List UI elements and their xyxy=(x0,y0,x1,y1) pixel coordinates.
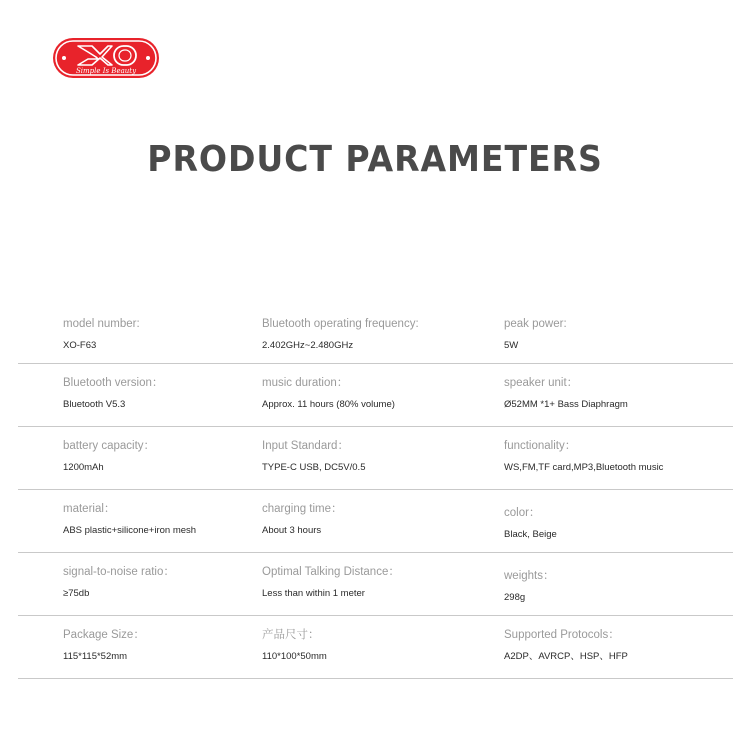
parameter-value: ABS plastic+silicone+iron mesh xyxy=(63,525,197,536)
parameter-cell xyxy=(262,306,419,352)
parameter-row xyxy=(18,490,733,553)
svg-text:Simple Is Beauty: Simple Is Beauty xyxy=(75,67,137,75)
parameter-row xyxy=(18,306,733,364)
parameter-value: WS,FM,TF card,MP3,Bluetooth music xyxy=(504,462,664,473)
parameter-value: Bluetooth V5.3 xyxy=(63,399,126,410)
parameter-value: 2.402GHz~2.480GHz xyxy=(262,340,354,351)
parameter-cell xyxy=(63,553,175,600)
parameter-cell xyxy=(63,490,196,537)
parameter-value: Approx. 11 hours (80% volume) xyxy=(262,399,395,410)
parameter-value: Ø52MM *1+ Bass Diaphragm xyxy=(504,399,628,410)
parameter-value: Less than within 1 meter xyxy=(262,588,365,599)
parameter-value: Black, Beige xyxy=(504,529,557,540)
parameter-label: Bluetooth version： xyxy=(63,377,164,389)
parameter-row xyxy=(18,553,733,616)
parameter-label: color： xyxy=(504,507,541,519)
parameter-value: XO-F63 xyxy=(63,340,97,351)
parameter-cell xyxy=(504,553,555,604)
parameter-value: A2DP、AVRCP、HSP、HFP xyxy=(504,651,628,662)
parameter-cell xyxy=(504,306,567,352)
parameter-label: 产品尺寸： xyxy=(262,629,320,641)
parameter-value: ≥75db xyxy=(63,588,90,599)
parameter-value: About 3 hours xyxy=(262,525,322,536)
parameter-value: TYPE-C USB, DC5V/0.5 xyxy=(262,462,366,473)
parameter-label: functionality： xyxy=(504,440,577,452)
parameter-cell xyxy=(262,616,327,663)
parameter-row xyxy=(18,616,733,679)
parameter-cell xyxy=(504,364,628,411)
parameter-row xyxy=(18,427,733,490)
parameter-cell xyxy=(262,553,400,600)
parameter-cell xyxy=(262,364,395,411)
parameter-label: Package Size： xyxy=(63,629,145,641)
parameter-value: 1200mAh xyxy=(63,462,104,473)
parameter-cell xyxy=(63,306,140,352)
parameter-value: 110*100*50mm xyxy=(262,651,327,662)
brand-logo xyxy=(52,37,160,79)
parameter-value: 5W xyxy=(504,340,519,351)
parameter-value: 298g xyxy=(504,592,526,603)
parameter-label: music duration： xyxy=(262,377,349,389)
parameter-cell xyxy=(63,427,155,474)
parameter-label: Input Standard： xyxy=(262,440,349,452)
parameter-label: Supported Protocols： xyxy=(504,629,620,641)
parameters-table xyxy=(18,306,733,679)
parameter-cell xyxy=(262,427,365,474)
parameter-label: signal-to-noise ratio： xyxy=(63,566,175,578)
parameter-label: Bluetooth operating frequency: xyxy=(262,318,419,330)
parameter-row xyxy=(18,364,733,427)
parameter-cell xyxy=(504,427,663,474)
parameter-label: model number: xyxy=(63,318,140,330)
parameter-label: peak power: xyxy=(504,318,567,330)
parameter-cell xyxy=(63,364,163,411)
parameter-label: speaker unit： xyxy=(504,377,579,389)
parameter-label: battery capacity： xyxy=(63,440,156,452)
parameter-cell xyxy=(262,490,343,537)
parameter-cell xyxy=(504,616,628,663)
page-title: PRODUCT PARAMETERS xyxy=(147,139,603,180)
parameter-label: charging time： xyxy=(262,503,343,515)
xo-logo-icon xyxy=(52,37,160,79)
parameter-label: Optimal Talking Distance： xyxy=(262,566,400,578)
parameter-label: weights： xyxy=(504,570,555,582)
parameter-value: 115*115*52mm xyxy=(63,651,128,662)
parameter-label: material： xyxy=(63,503,116,515)
parameter-cell xyxy=(504,490,557,541)
parameter-cell xyxy=(63,616,145,663)
